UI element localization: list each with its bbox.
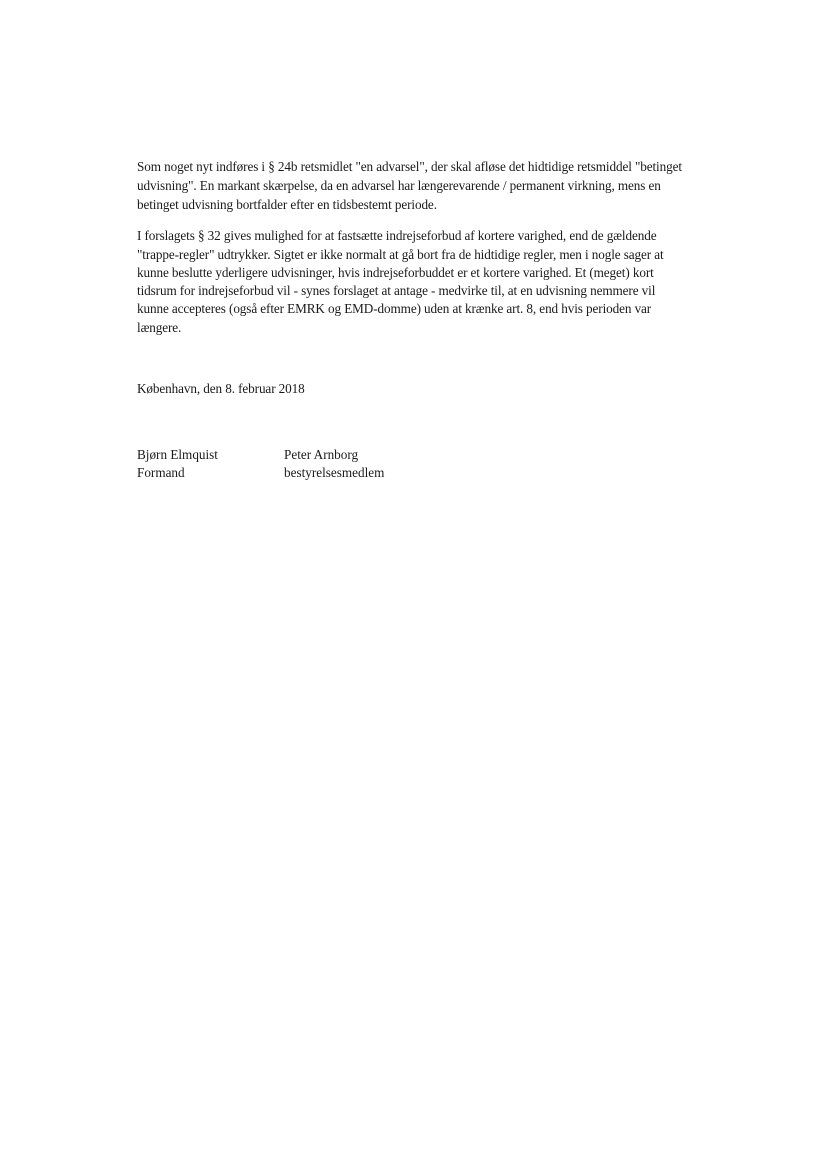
paragraph-line: kunne beslutte yderligere udvisninger, hvis indrejseforbuddet er et kortere varighed. Et (meget) kort — [137, 265, 654, 280]
paragraph-line: længere. — [137, 320, 182, 335]
place-date: København, den 8. februar 2018 — [137, 381, 305, 396]
signatory-name: Bjørn Elmquist — [137, 447, 218, 462]
paragraph-line: tidsrum for indrejseforbud vil - synes forslaget at antage - medvirke til, at en udvisning nemmere vil — [137, 283, 656, 298]
signatory-title: bestyrelsesmedlem — [284, 465, 385, 480]
paragraph-line: kunne accepteres (også efter EMRK og EMD-domme) uden at krænke art. 8, end hvis perioden var — [137, 301, 652, 316]
signatory-title: Formand — [137, 465, 185, 480]
paragraph-line: udvisning". En markant skærpelse, da en advarsel har længerevarende / permanent virkning, mens en — [137, 178, 661, 193]
signatory-name: Peter Arnborg — [284, 447, 359, 462]
paragraph-line: betinget udvisning bortfalder efter en tidsbestemt periode. — [137, 197, 437, 212]
paragraph-line: Som noget nyt indføres i § 24b retsmidlet "en advarsel", der skal afløse det hidtidige retsmiddel "betinget — [137, 159, 682, 174]
paragraph-line: I forslagets § 32 gives mulighed for at fastsætte indrejseforbud af kortere varighed, end de gældende — [137, 228, 657, 243]
paragraph-line: "trappe-regler" udtrykker. Sigtet er ikke normalt at gå bort fra de hidtidige regler, men i nogle sager at — [137, 247, 664, 262]
